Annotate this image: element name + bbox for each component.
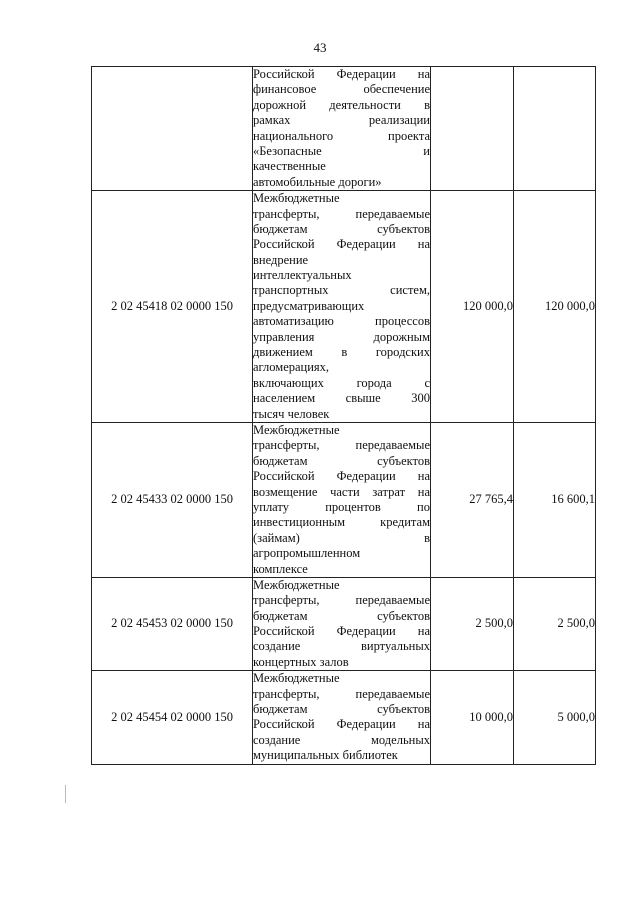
amount-cell-2: [514, 67, 596, 191]
description-line: Российской Федерации на: [253, 469, 430, 484]
description-line: Межбюджетные: [253, 422, 340, 437]
description-line: трансферты, передаваемые: [253, 438, 430, 453]
description-line: внедрение: [253, 252, 309, 267]
description-line: Межбюджетные: [253, 577, 340, 592]
amount-cell-1: 120 000,0: [431, 191, 514, 423]
description-line: финансовое обеспечение: [253, 82, 430, 97]
amount-cell-1: 2 500,0: [431, 577, 514, 670]
amount-cell-2: 5 000,0: [514, 671, 596, 764]
description-line: Российской Федерации на: [253, 67, 430, 81]
description-line: муниципальных библиотек: [253, 748, 398, 763]
description-line: бюджетам субъектов: [253, 453, 430, 468]
amount-cell-1: 27 765,4: [431, 422, 514, 577]
description-line: качественные: [253, 159, 326, 174]
description-line: движением в городских: [253, 345, 430, 360]
description-line: Российской Федерации на: [253, 624, 430, 639]
description-line: национального проекта: [253, 128, 430, 143]
description-line: тысяч человек: [253, 406, 330, 421]
description-line: возмещение части затрат на: [253, 484, 430, 499]
description-line: концертных залов: [253, 654, 349, 669]
description-line: бюджетам субъектов: [253, 221, 430, 236]
income-code-cell: 2 02 45454 02 0000 150: [92, 671, 253, 764]
income-code-cell: [92, 67, 253, 191]
description-cell: [253, 671, 431, 764]
table-row: [92, 577, 596, 670]
description-line: транспортных систем,: [253, 283, 430, 298]
description-line: Российской Федерации на: [253, 237, 430, 252]
table-row: [92, 422, 596, 577]
description-line: Межбюджетные: [253, 671, 340, 686]
income-code-cell: 2 02 45418 02 0000 150: [92, 191, 253, 423]
description-line: бюджетам субъектов: [253, 608, 430, 623]
table-body: [92, 67, 596, 765]
description-line: автомобильные дороги»: [253, 174, 382, 189]
amount-cell-2: 2 500,0: [514, 577, 596, 670]
description-line: интеллектуальных: [253, 268, 352, 283]
description-line: создание виртуальных: [253, 639, 430, 654]
description-cell: [253, 191, 431, 423]
description-line: комплексе: [253, 561, 308, 576]
description-line: рамках реализации: [253, 113, 430, 128]
budget-table: [91, 66, 596, 765]
margin-mark: [65, 785, 66, 803]
description-line: населением свыше 300: [253, 391, 430, 406]
description-line: включающих города с: [253, 375, 430, 390]
description-cell: [253, 67, 431, 191]
description-line: инвестиционным кредитам: [253, 515, 430, 530]
description-line: предусматривающих: [253, 298, 365, 313]
description-line: «Безопасные и: [253, 143, 430, 158]
table-row: [92, 67, 596, 191]
description-line: Межбюджетные: [253, 191, 340, 206]
description-cell: [253, 422, 431, 577]
description-line: бюджетам субъектов: [253, 702, 430, 717]
table-row: [92, 671, 596, 764]
description-line: (займам) в: [253, 530, 430, 545]
description-line: создание модельных: [253, 732, 430, 747]
amount-cell-1: 10 000,0: [431, 671, 514, 764]
description-line: агломерациях,: [253, 360, 330, 375]
income-code-cell: 2 02 45453 02 0000 150: [92, 577, 253, 670]
page-number: 43: [313, 40, 327, 55]
description-line: автоматизацию процессов: [253, 314, 430, 329]
amount-cell-1: [431, 67, 514, 191]
description-line: трансферты, передаваемые: [253, 686, 430, 701]
income-code-cell: 2 02 45433 02 0000 150: [92, 422, 253, 577]
description-line: трансферты, передаваемые: [253, 206, 430, 221]
description-cell: [253, 577, 431, 670]
amount-cell-2: 120 000,0: [514, 191, 596, 423]
description-line: управления дорожным: [253, 329, 430, 344]
description-line: дорожной деятельности в: [253, 97, 430, 112]
amount-cell-2: 16 600,1: [514, 422, 596, 577]
description-line: агропромышленном: [253, 546, 361, 561]
description-line: трансферты, передаваемые: [253, 593, 430, 608]
table-row: [92, 191, 596, 423]
description-line: Российской Федерации на: [253, 717, 430, 732]
description-line: уплату процентов по: [253, 499, 430, 514]
